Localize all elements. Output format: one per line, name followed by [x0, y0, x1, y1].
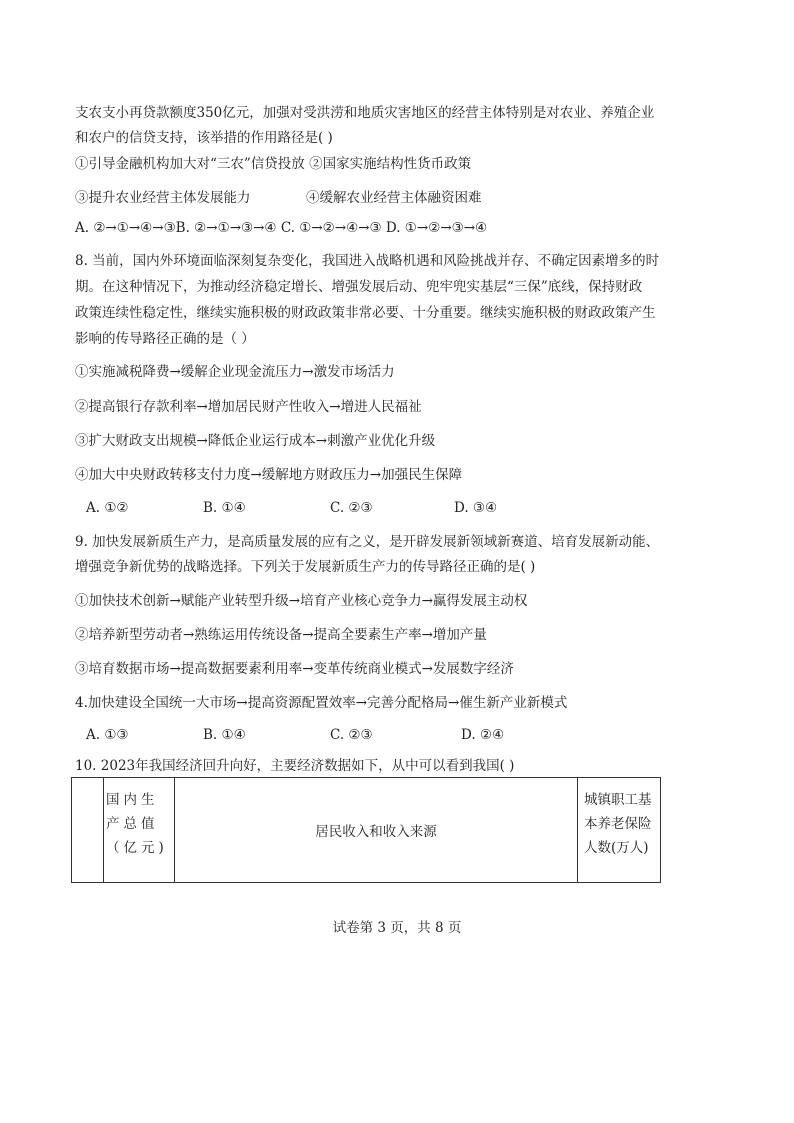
- q8-option-d: D. ③④: [454, 500, 498, 516]
- q8-item-2: ②提高银行存款利率→增加居民财产性收入→增进人民福祉: [75, 399, 422, 415]
- q7-item-1-2: ①引导金融机构加大对“三农”信贷投放 ②国家实施结构性货币政策: [75, 156, 472, 172]
- page-footer: 试卷第 3 页，共 8 页: [332, 920, 462, 936]
- table-cell-empty: [72, 778, 104, 883]
- q9-item-1: ①加快技术创新→赋能产业转型升级→培育产业核心竞争力→赢得发展主动权: [75, 593, 528, 609]
- q9-item-4: 4.加快建设全国统一大市场→提高资源配置效率→完善分配格局→催生新产业新模式: [75, 695, 568, 711]
- q9-option-c: C. ②③: [330, 727, 373, 743]
- q8-stem-line2: 期。在这种情况下，为推动经济稳定增长、增强发展后动、兜牢兜实基层“三保”底线，保持财政: [75, 279, 643, 295]
- q7-options: A. ②→①→④→③B. ②→①→③→④ C. ①→②→④→③ D. ①→②→③→④: [75, 220, 488, 236]
- table-header-income: 居民收入和收入来源: [175, 778, 578, 883]
- q8-stem-line3: 政策连续性稳定性，继续实施积极的财政政策非常必要、十分重要。继续实施积极的财政政策产生: [75, 305, 656, 321]
- q7-stem-line2: 和农户的信贷支持，该举措的作用路径是( ): [75, 130, 333, 146]
- q7-item-4: ④缓解农业经营主体融资困难: [306, 190, 482, 206]
- q8-stem-line1: 8. 当前，国内外环境面临深刻复杂变化，我国进入战略机遇和风险挑战并存、不确定因素增多的时: [75, 253, 660, 269]
- q10-stem: 10. 2023年我国经济回升向好，主要经济数据如下，从中可以看到我国( ): [75, 758, 515, 774]
- q8-option-b: B. ①④: [203, 500, 246, 516]
- q8-option-a: A. ①②: [86, 500, 129, 516]
- table-header-gdp-text: 国内生产总值（亿元): [106, 792, 168, 856]
- table-header-row: [72, 778, 661, 883]
- table-header-gdp: [104, 778, 175, 883]
- table-header-pension: [578, 778, 661, 883]
- q9-item-2: ②培养新型劳动者→熟练运用传统设备→提高全要素生产率→增加产量: [75, 627, 487, 643]
- q9-option-a: A. ①③: [86, 727, 129, 743]
- q9-option-b: B. ①④: [203, 727, 246, 743]
- q7-stem-line1: 支农支小再贷款额度350亿元，加强对受洪涝和地质灾害地区的经营主体特别是对农业、养殖企业: [75, 105, 655, 121]
- q9-stem-line2: 增强竞争新优势的战略选择。下列关于发展新质生产力的传导路径正确的是( ): [75, 559, 536, 575]
- table-header-pension-text: 城镇职工基本养老保险人数(万人): [584, 792, 652, 856]
- q8-item-4: ④加大中央财政转移支付力度→缓解地方财政压力→加强民生保障: [75, 467, 463, 483]
- q8-item-1: ①实施减税降费→缓解企业现金流压力→激发市场活力: [75, 364, 395, 380]
- q9-stem-line1: 9. 加快发展新质生产力，是高质量发展的应有之义，是开辟发展新领域新赛道、培育发展新动能、: [75, 534, 660, 550]
- q8-option-c: C. ②③: [330, 500, 373, 516]
- q9-item-3: ③培育数据市场→提高数据要素利用率→变革传统商业模式→发展数字经济: [75, 661, 514, 677]
- q7-item-3: ③提升农业经营主体发展能力: [75, 190, 251, 206]
- q8-item-3: ③扩大财政支出规模→降低企业运行成本→刺激产业优化升级: [75, 433, 436, 449]
- economic-data-table: [71, 777, 661, 883]
- q9-option-d: D. ②④: [461, 727, 505, 743]
- q8-stem-line4: 影响的传导路径正确的是（ ）: [75, 331, 255, 347]
